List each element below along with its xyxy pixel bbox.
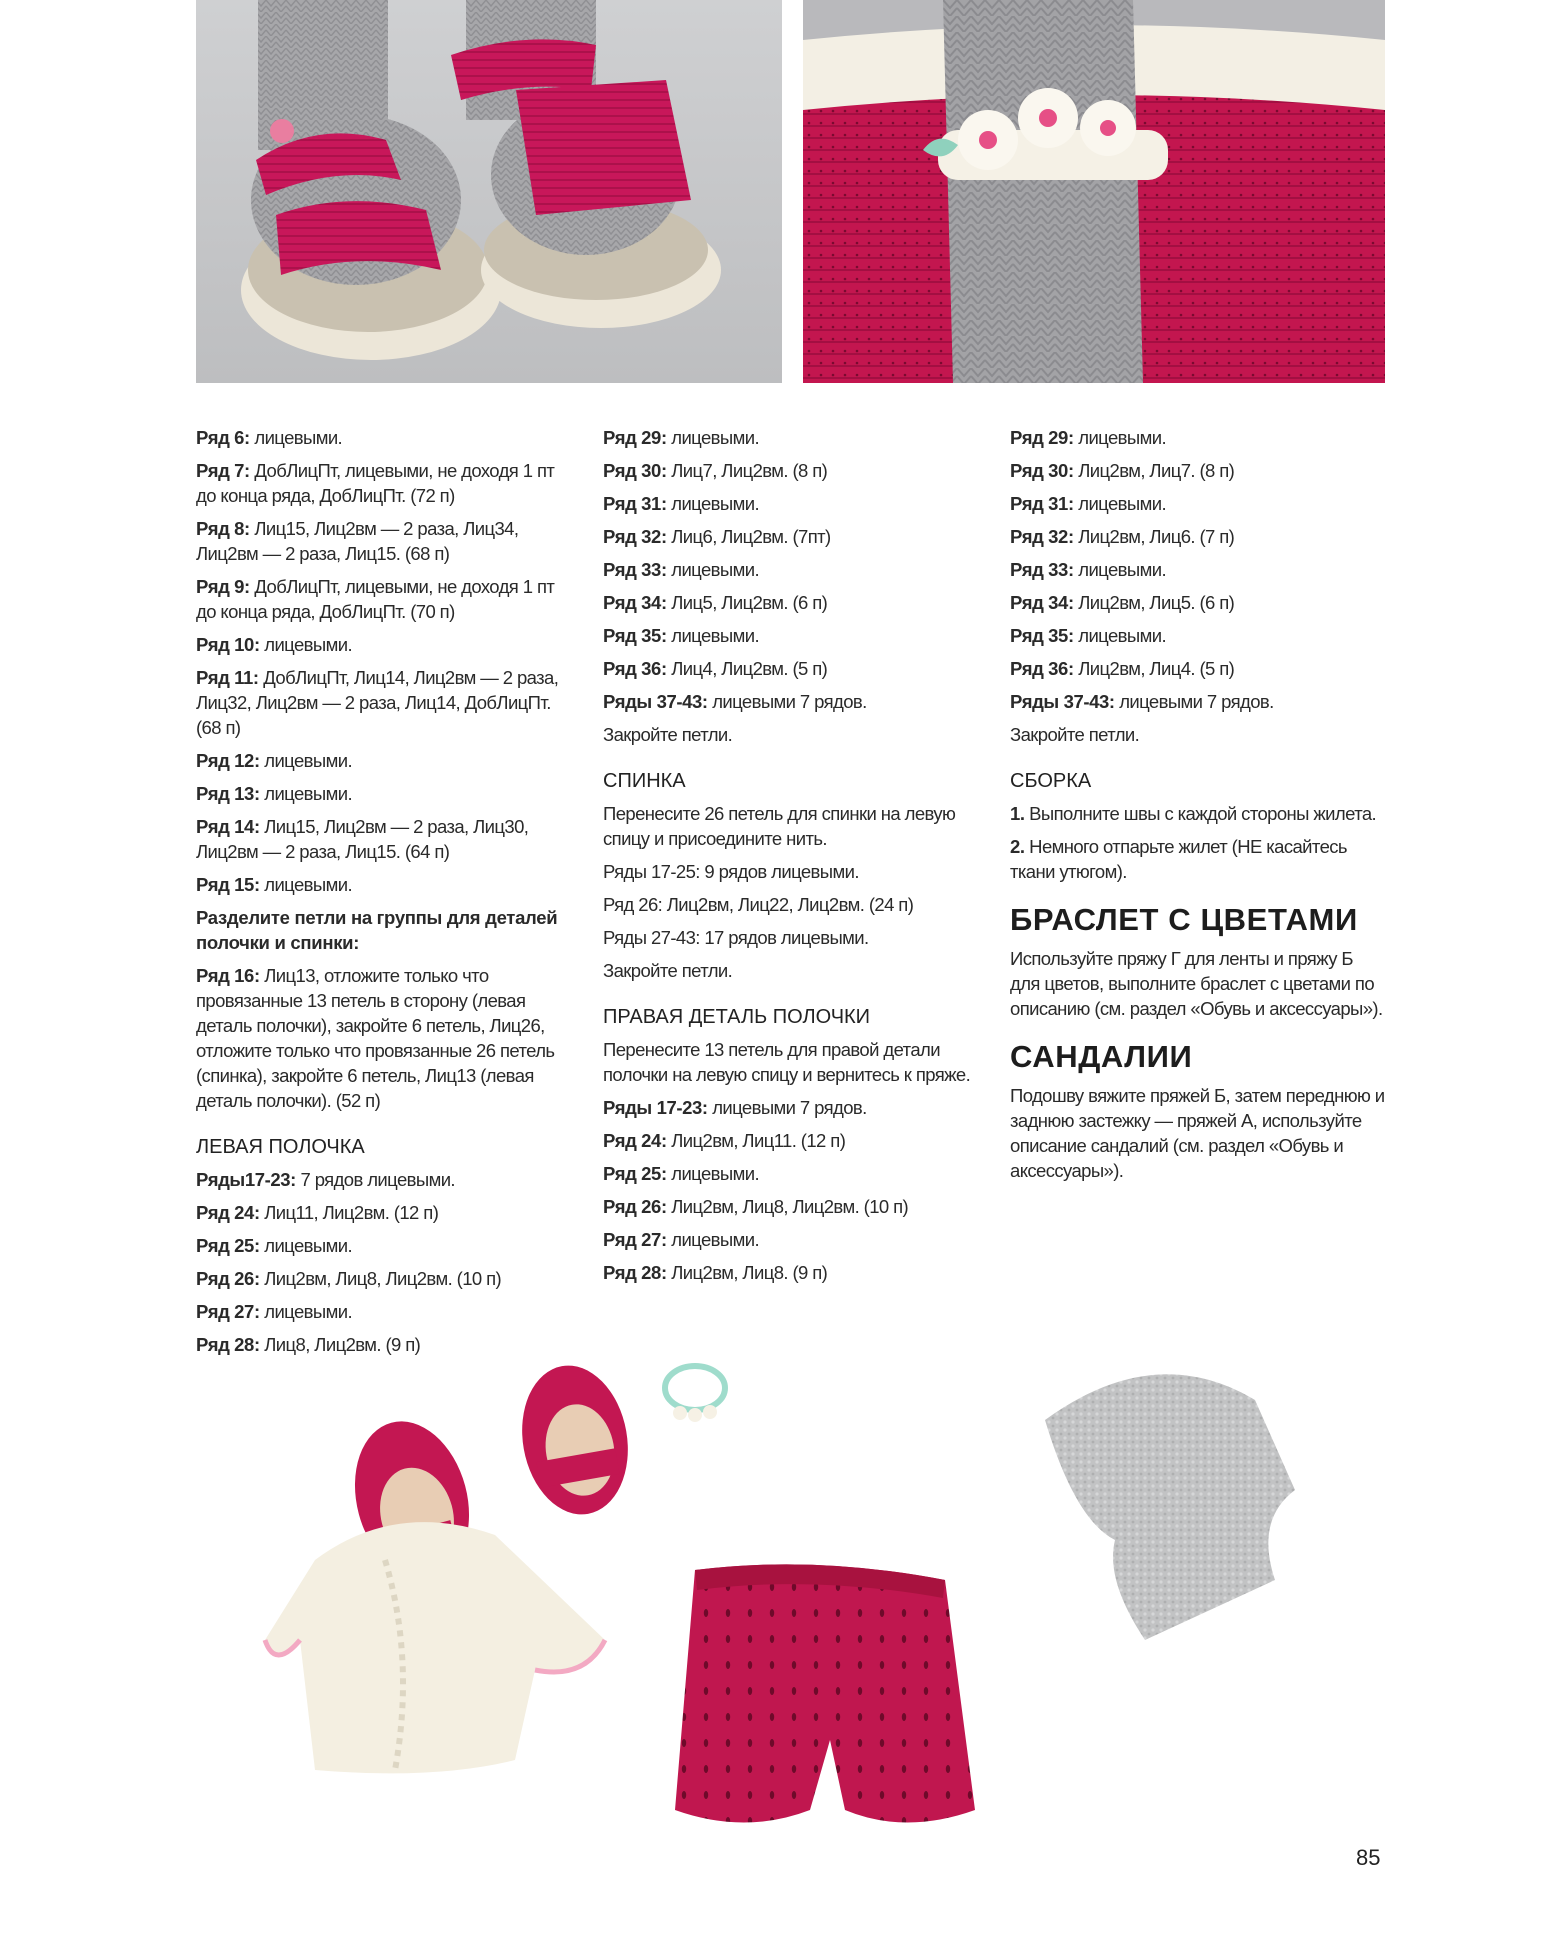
- row-32: Ряд 32: Лиц6, Лиц2вм. (7пт): [603, 526, 831, 547]
- assembly-step-2: 2. Немного отпарьте жилет (НЕ касайтесь ткани утюгом).: [1010, 836, 1347, 882]
- back-rows-27-43: Ряды 27-43: 17 рядов лицевыми.: [603, 927, 869, 948]
- back-row-26: Ряд 26: Лиц2вм, Лиц22, Лиц2вм. (24 п): [603, 894, 914, 915]
- back-intro: Перенесите 26 петель для спинки на левую спицу и присоедините нить.: [603, 803, 956, 849]
- left-row-25: Ряд 25: лицевыми.: [196, 1235, 352, 1256]
- row-30: Ряд 30: Лиц2вм, Лиц7. (8 п): [1010, 460, 1235, 481]
- left-row-27: Ряд 27: лицевыми.: [196, 1301, 352, 1322]
- left-row-24: Ряд 24: Лиц11, Лиц2вм. (12 п): [196, 1202, 439, 1223]
- rows-37-43: Ряды 37-43: лицевыми 7 рядов.: [603, 691, 867, 712]
- bracelet-title: БРАСЛЕТ С ЦВЕТАМИ: [1010, 902, 1358, 937]
- row-12: Ряд 12: лицевыми.: [196, 750, 352, 771]
- back-close-stitches: Закройте петли.: [603, 960, 733, 981]
- row-14: Ряд 14: Лиц15, Лиц2вм — 2 раза, Лиц30, Лиц2вм — 2 раза, Лиц15. (64 п): [196, 816, 529, 862]
- row-10: Ряд 10: лицевыми.: [196, 634, 352, 655]
- left-row-26: Ряд 26: Лиц2вм, Лиц8, Лиц2вм. (10 п): [196, 1268, 502, 1289]
- row-15: Ряд 15: лицевыми.: [196, 874, 352, 895]
- row-11: Ряд 11: ДобЛицПт, Лиц14, Лиц2вм — 2 раза, Лиц32, Лиц2вм — 2 раза, Лиц14, ДобЛицПт. (68 п): [196, 667, 559, 738]
- row-33: Ряд 33: лицевыми.: [1010, 559, 1166, 580]
- right-front-heading: ПРАВАЯ ДЕТАЛЬ ПОЛОЧКИ: [603, 1006, 871, 1028]
- row-34: Ряд 34: Лиц5, Лиц2вм. (6 п): [603, 592, 828, 613]
- row-16: Ряд 16: Лиц13, отложите только что провязанные 13 петель в сторону (левая деталь полочки), закройте 6 петель, Лиц26, отложите только что провязанные 26 петель (спинка), закройте 6 петель, Лиц13 (левая деталь полочки). (52 п): [196, 965, 555, 1111]
- sandals-title: САНДАЛИИ: [1010, 1039, 1193, 1074]
- page-number: 85: [1356, 1845, 1381, 1870]
- rows-37-43: Ряды 37-43: лицевыми 7 рядов.: [1010, 691, 1274, 712]
- assembly-step-1: 1. Выполните швы с каждой стороны жилета.: [1010, 803, 1377, 824]
- bracelet-photo: [803, 0, 1385, 383]
- left-rows-17-23: Ряды17-23: 7 рядов лицевыми.: [196, 1169, 455, 1190]
- row-36: Ряд 36: Лиц2вм, Лиц4. (5 п): [1010, 658, 1235, 679]
- close-stitches: Закройте петли.: [1010, 724, 1140, 745]
- back-rows-17-25: Ряды 17-25: 9 рядов лицевыми.: [603, 861, 859, 882]
- sandals-photo: [196, 0, 782, 383]
- left-front-heading: ЛЕВАЯ ПОЛОЧКА: [196, 1136, 365, 1158]
- right-row-26: Ряд 26: Лиц2вм, Лиц8, Лиц2вм. (10 п): [603, 1196, 909, 1217]
- row-7: Ряд 7: ДобЛицПт, лицевыми, не доходя 1 пт до конца ряда, ДобЛицПт. (72 п): [196, 460, 555, 506]
- row-32: Ряд 32: Лиц2вм, Лиц6. (7 п): [1010, 526, 1235, 547]
- row-31: Ряд 31: лицевыми.: [603, 493, 759, 514]
- row-35: Ряд 35: лицевыми.: [1010, 625, 1166, 646]
- row-8: Ряд 8: Лиц15, Лиц2вм — 2 раза, Лиц34, Лиц2вм — 2 раза, Лиц15. (68 п): [196, 518, 519, 564]
- divide-instruction: Разделите петли на группы для деталей полочки и спинки:: [196, 907, 558, 953]
- left-row-28: Ряд 28: Лиц8, Лиц2вм. (9 п): [196, 1334, 421, 1355]
- row-13: Ряд 13: лицевыми.: [196, 783, 352, 804]
- right-row-27: Ряд 27: лицевыми.: [603, 1229, 759, 1250]
- right-row-28: Ряд 28: Лиц2вм, Лиц8. (9 п): [603, 1262, 828, 1283]
- sandals-text: Подошву вяжите пряжей Б, затем переднюю и заднюю застежку — пряжей А, используйте описание сандалий (см. раздел «Обувь и аксессуары»).: [1010, 1085, 1385, 1181]
- outfit-photo: [255, 1340, 1415, 1937]
- row-35: Ряд 35: лицевыми.: [603, 625, 759, 646]
- row-9: Ряд 9: ДобЛицПт, лицевыми, не доходя 1 пт до конца ряда, ДобЛицПт. (70 п): [196, 576, 555, 622]
- row-29: Ряд 29: лицевыми.: [603, 427, 759, 448]
- column-1: [196, 425, 571, 1365]
- row-6: Ряд 6: лицевыми.: [196, 427, 343, 448]
- right-row-24: Ряд 24: Лиц2вм, Лиц11. (12 п): [603, 1130, 846, 1151]
- row-36: Ряд 36: Лиц4, Лиц2вм. (5 п): [603, 658, 828, 679]
- row-30: Ряд 30: Лиц7, Лиц2вм. (8 п): [603, 460, 828, 481]
- close-stitches: Закройте петли.: [603, 724, 733, 745]
- row-29: Ряд 29: лицевыми.: [1010, 427, 1166, 448]
- row-31: Ряд 31: лицевыми.: [1010, 493, 1166, 514]
- back-heading: СПИНКА: [603, 770, 686, 792]
- column-3: [1010, 425, 1385, 1191]
- right-row-25: Ряд 25: лицевыми.: [603, 1163, 759, 1184]
- row-34: Ряд 34: Лиц2вм, Лиц5. (6 п): [1010, 592, 1235, 613]
- assembly-heading: СБОРКА: [1010, 770, 1092, 792]
- bracelet-text: Используйте пряжу Г для ленты и пряжу Б для цветов, выполните браслет с цветами по описанию (см. раздел «Обувь и аксессуары»).: [1010, 948, 1383, 1019]
- right-rows-17-23: Ряды 17-23: лицевыми 7 рядов.: [603, 1097, 867, 1118]
- right-front-intro: Перенесите 13 петель для правой детали полочки на левую спицу и вернитесь к пряже.: [603, 1039, 971, 1085]
- row-33: Ряд 33: лицевыми.: [603, 559, 759, 580]
- column-2: [603, 425, 978, 1293]
